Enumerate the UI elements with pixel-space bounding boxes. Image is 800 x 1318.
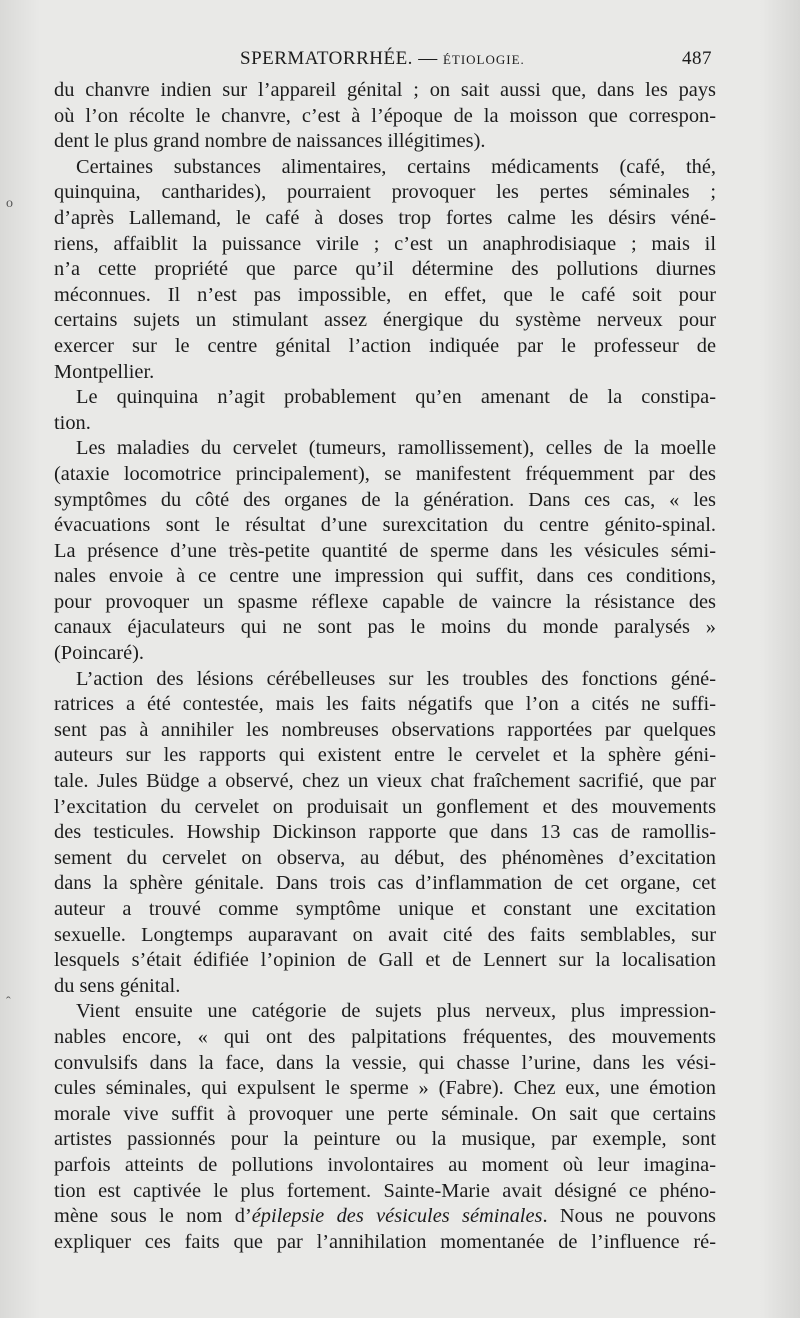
text-line-content: riens, affaiblit la puissance virile ; c’est un anaphrodisiaque ; mais il	[54, 232, 716, 255]
text-line-content: nables encore, « qui ont des palpitations fréquentes, des mouvements	[54, 1025, 716, 1048]
text-line	[54, 1076, 716, 1102]
text-line-content: Certaines substances alimentaires, certains médicaments (café, thé,	[76, 155, 716, 178]
text-line	[54, 615, 716, 641]
text-line-content: d’après Lallemand, le café à doses trop fortes calme les désirs véné-	[54, 206, 716, 229]
text-line-content: Les maladies du cervelet (tumeurs, ramollissement), celles de la moelle	[76, 437, 716, 460]
text-line	[54, 820, 716, 846]
text-line-content: L’action des lésions cérébelleuses sur les troubles des fonctions géné-	[76, 667, 716, 690]
text-line	[54, 1025, 716, 1051]
text-line	[54, 488, 716, 514]
text-line-content: Le quinquina n’agit probablement qu’en amenant de la constipa-	[76, 386, 716, 409]
text-line-content: (ataxie locomotrice principalement), se manifestent fréquemment par des	[54, 462, 716, 485]
text-line-content: expliquer ces faits que par l’annihilation momentanée de l’influence ré-	[54, 1230, 716, 1253]
text-line	[54, 923, 716, 949]
text-line-content: tale. Jules Büdge a observé, chez un vieux chat fraîchement sacrifié, que par	[54, 770, 716, 793]
text-line	[54, 692, 716, 718]
text-line	[54, 641, 716, 667]
text-line-content: sement du cervelet on observa, au début, des phénomènes d’excitation	[54, 846, 716, 869]
text-line-content: parfois atteints de pollutions involontaires au moment où leur imagina-	[54, 1153, 716, 1176]
text-line	[54, 871, 716, 897]
margin-mark: o	[6, 196, 13, 211]
text-line-content: tion est captivée le plus fortement. Sainte-Marie avait désigné ce phéno-	[54, 1179, 716, 1202]
text-line	[54, 104, 716, 130]
text-line	[54, 257, 716, 283]
text-line-content: ratrices a été contestée, mais les faits négatifs que l’on a cités ne suffi-	[54, 693, 716, 716]
text-line	[54, 948, 716, 974]
text-line-content: dent le plus grand nombre de naissances illégitimes).	[54, 130, 486, 153]
text-line-content: lesquels s’était édifiée l’opinion de Gall et de Lennert sur la localisation	[54, 949, 716, 972]
text-line-content: n’a cette propriété que parce qu’il détermine des pollutions diurnes	[54, 258, 716, 281]
text-line-content: sent pas à annihiler les nombreuses observations rapportées par quelques	[54, 718, 716, 741]
text-line	[54, 1051, 716, 1077]
text-line-content: convulsifs dans la face, dans la vessie, qui chasse l’urine, dans les vési-	[54, 1051, 716, 1074]
text-line	[54, 1204, 716, 1230]
text-line-content: canaux éjaculateurs qui ne sont pas le moins du monde paralysés »	[54, 616, 716, 639]
running-header	[60, 48, 716, 76]
text-line-content: exercer sur le centre génital l’action indiquée par le professeur de	[54, 334, 716, 357]
text-line-content: (Poincaré).	[54, 642, 145, 665]
text-line	[54, 974, 716, 1000]
text-line	[54, 795, 716, 821]
italic-term: épilepsie des vésicules séminales	[251, 1205, 543, 1228]
text-line-content: cules séminales, qui expulsent le sperme » (Fabre). Chez eux, une émotion	[54, 1077, 716, 1100]
text-line	[54, 334, 716, 360]
text-line-content: pour provoquer un spasme réflexe capable de vaincre la résistance des	[54, 590, 716, 613]
text-line	[54, 564, 716, 590]
text-line	[54, 385, 716, 411]
text-line-content: dans la sphère génitale. Dans trois cas d’inflammation de cet organe, cet	[54, 872, 716, 895]
text-line-content: auteurs sur les rapports qui existent entre le cervelet et la sphère géni-	[54, 744, 716, 767]
text-line	[54, 155, 716, 181]
body-text	[54, 78, 716, 1255]
text-line	[54, 590, 716, 616]
text-line	[54, 513, 716, 539]
running-subtitle: ÉTIOLOGIE.	[442, 52, 525, 67]
text-line-content: évacuations sont le résultat d’une surexcitation du centre génito-spinal.	[54, 514, 716, 537]
text-line-content: du chanvre indien sur l’appareil génital ; on sait aussi que, dans les pays	[54, 79, 716, 101]
text-line	[54, 999, 716, 1025]
text-line-content: du sens génital.	[54, 974, 181, 997]
text-line	[54, 232, 716, 258]
text-line-content: l’excitation du cervelet on produisait un gonflement et des mouvements	[54, 795, 716, 818]
text-line	[54, 462, 716, 488]
text-line	[54, 78, 716, 104]
text-line-content: Montpellier.	[54, 360, 155, 383]
text-line	[54, 1127, 716, 1153]
text-line	[54, 769, 716, 795]
text-line	[54, 360, 716, 386]
text-line	[54, 411, 716, 437]
text-line	[54, 436, 716, 462]
text-line	[54, 129, 716, 155]
text-line-content: où l’on récolte le chanvre, c’est à l’époque de la moisson que correspon-	[54, 104, 716, 127]
text-line	[54, 283, 716, 309]
text-line-content: méconnues. Il n’est pas impossible, en effet, que le café soit pour	[54, 283, 716, 306]
text-line-continuation: . Nous ne pouvons	[542, 1205, 716, 1228]
text-line	[54, 743, 716, 769]
text-line	[54, 308, 716, 334]
text-line	[54, 667, 716, 693]
text-line-content: La présence d’une très-petite quantité de sperme dans les vésicules sémi-	[54, 539, 716, 562]
page-number: 487	[682, 48, 712, 69]
text-line	[54, 718, 716, 744]
running-title: SPERMATORRHÉE. — ÉTIOLOGIE.	[240, 48, 525, 69]
text-line-content: des testicules. Howship Dickinson rapporte que dans 13 cas de ramollis-	[54, 821, 716, 844]
margin-mark: ˆ	[6, 995, 11, 1010]
text-line-content: quinquina, cantharides), pourraient provoquer les pertes séminales ;	[54, 181, 716, 204]
text-line-content: Vient ensuite une catégorie de sujets plus nerveux, plus impression-	[76, 1000, 716, 1023]
text-line	[54, 1179, 716, 1205]
text-line	[54, 846, 716, 872]
text-line	[54, 897, 716, 923]
text-line	[54, 206, 716, 232]
text-line	[54, 1102, 716, 1128]
text-line	[54, 180, 716, 206]
text-line-content: nales envoie à ce centre une impression qui suffit, dans ces conditions,	[54, 565, 716, 588]
text-line-content: tion.	[54, 411, 91, 434]
text-line-content: certains sujets un stimulant assez énergique du système nerveux pour	[54, 309, 716, 332]
text-line-content: symptômes du côté des organes de la génération. Dans ces cas, « les	[54, 488, 716, 511]
text-line-content: mène sous le nom d’	[54, 1205, 252, 1228]
text-line	[54, 1153, 716, 1179]
text-line-content: artistes passionnés pour la peinture ou la musique, par exemple, sont	[54, 1128, 716, 1151]
text-line	[54, 1230, 716, 1256]
text-line-content: sexuelle. Longtemps auparavant on avait cité des faits semblables, sur	[54, 923, 716, 946]
text-line-content: auteur a trouvé comme symptôme unique et constant une excitation	[54, 898, 716, 920]
text-line-content: morale vive suffit à provoquer une perte séminale. On sait que certains	[54, 1102, 716, 1125]
text-line	[54, 539, 716, 565]
